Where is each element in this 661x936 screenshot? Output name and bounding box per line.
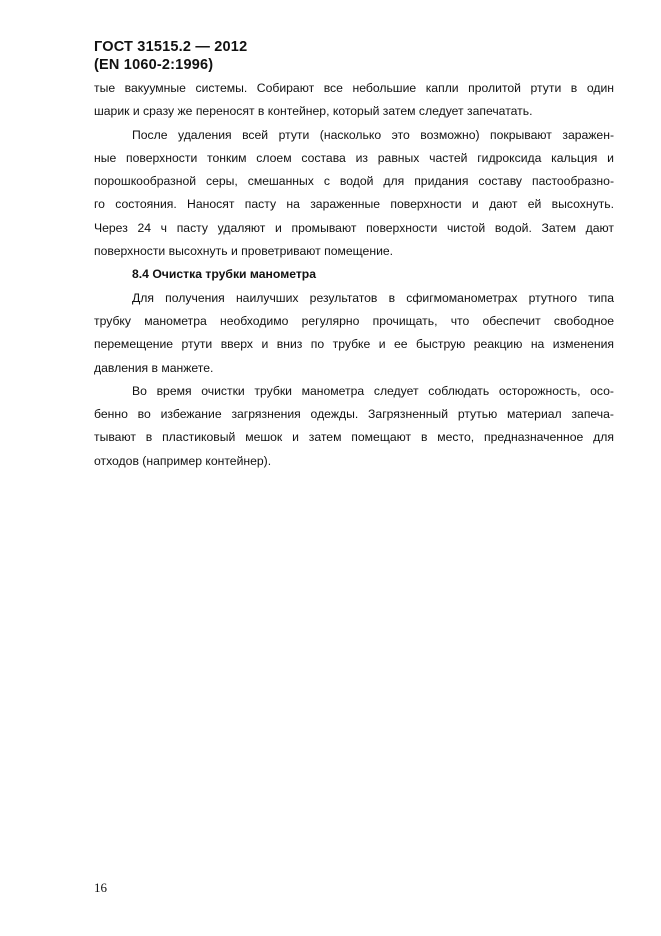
standard-reference: (EN 1060-2:1996)	[94, 57, 214, 73]
text-line: ные поверхности тонким слоем состава из равных частей гидроксида кальция и	[94, 150, 614, 165]
text-line: поверхности высохнуть и проветривают помещение.	[94, 244, 394, 259]
text-line: тые вакуумные системы. Собирают все небольшие капли пролитой ртути в один	[94, 81, 614, 95]
text-line: шарик и сразу же переносят в контейнер, который затем следует запечатать.	[94, 104, 533, 119]
text-line: отходов (например контейнер).	[94, 453, 272, 468]
standard-number: ГОСТ 31515.2 — 2012	[94, 39, 248, 55]
text-line: Во время очистки трубки манометра следует соблюдать осторожность, осо-	[132, 383, 614, 398]
text-line: Для получения наилучших результатов в сфигмоманометрах ртутного типа	[132, 290, 614, 305]
document-body	[94, 77, 614, 473]
text-line: го состояния. Наносят пасту на зараженные поверхности и дают ей высохнуть.	[94, 197, 614, 212]
text-line: Через 24 ч пасту удаляют и промывают поверхности чистой водой. Затем дают	[94, 220, 614, 235]
text-line: порошкообразной серы, смешанных с водой для придания составу пастообразно-	[94, 174, 614, 189]
document-header	[94, 38, 247, 74]
text-line: трубку манометра необходимо регулярно прочищать, что обеспечит свободное	[94, 313, 614, 328]
text-line: После удаления всей ртути (насколько это возможно) покрывают заражен-	[132, 127, 614, 142]
text-line: давления в манжете.	[94, 360, 214, 375]
text-line: бенно во избежание загрязнения одежды. Загрязненный ртутью материал запеча-	[94, 407, 614, 422]
page-number: 16	[94, 880, 107, 895]
section-heading: 8.4 Очистка трубки манометра	[132, 267, 317, 282]
text-line: тывают в пластиковый мешок и затем помещают в место, предназначенное для	[94, 430, 614, 445]
text-line: перемещение ртути вверх и вниз по трубке и ее быструю реакцию на изменения	[94, 337, 614, 352]
